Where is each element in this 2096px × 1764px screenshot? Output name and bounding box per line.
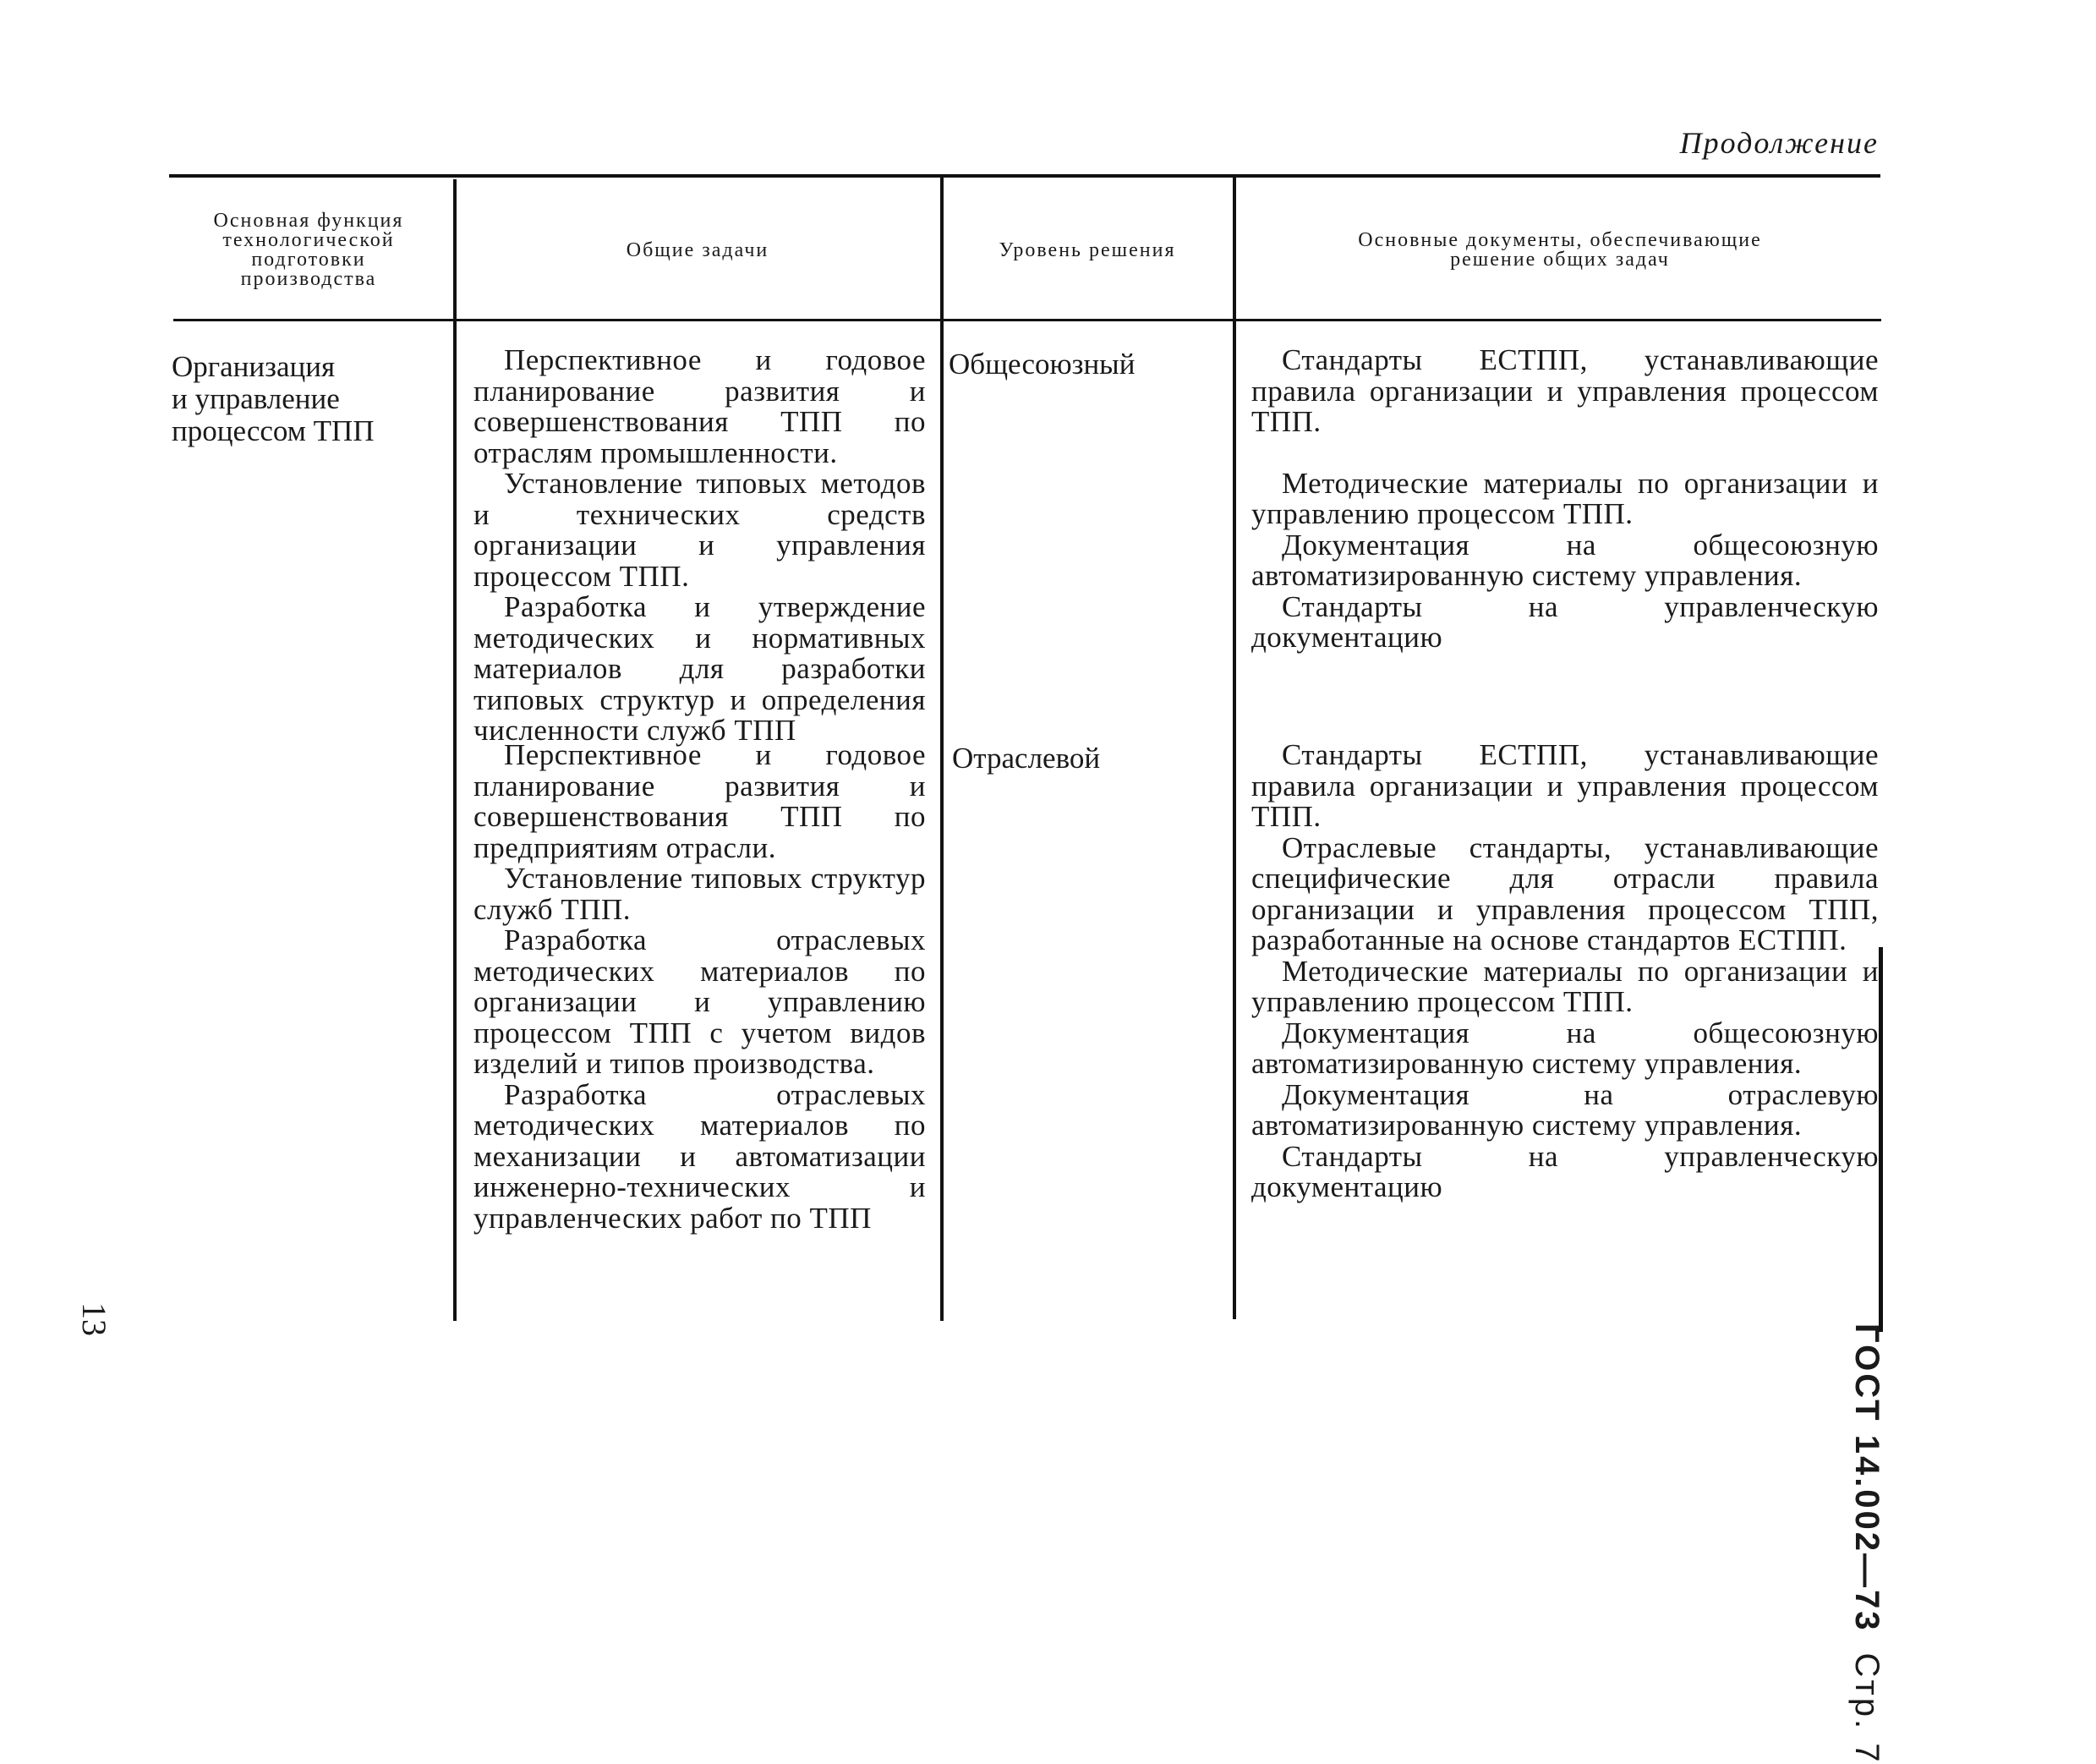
document-item: Стандарты ЕСТПП, устанавливающие правила организации и управления процессом ТПП.: [1251, 738, 1879, 833]
documents-cell-all-union: [1251, 345, 1879, 654]
table-top-rule: [169, 174, 1880, 178]
task-item: Установление типовых структур служб ТПП.: [473, 862, 926, 926]
column-divider-2: [940, 178, 944, 1321]
task-item: Разработка и утверждение методических и нормативных материалов для разработки типовых структур и определения численности служб ТПП: [473, 590, 926, 747]
document-item: Стандарты на управленческую документацию: [1251, 589, 1879, 654]
level-cell-branch: Отраслевой: [952, 742, 1101, 775]
document-item: Стандарты ЕСТПП, устанавливающие правила организации и управления процессом ТПП.: [1251, 343, 1879, 438]
column-header-tasks: Общие задачи: [626, 238, 769, 261]
standard-number: ГОСТ 14.002—73: [1848, 1323, 1885, 1633]
side-label-bar: [1879, 947, 1883, 1332]
document-item: Документация на общесоюзную автоматизированную систему управления.: [1251, 528, 1879, 592]
task-item: Перспективное и годовое планирование развития и совершенствования ТПП по отраслям промышленности.: [473, 343, 926, 469]
function-cell: Организация и управление процессом ТПП: [172, 350, 375, 447]
column-header-level: Уровень решения: [999, 238, 1176, 261]
tasks-cell-all-union: [473, 345, 926, 747]
document-item: Документация на отраслевую автоматизированную систему управления.: [1251, 1077, 1879, 1142]
document-item: Стандарты на управленческую документацию: [1251, 1139, 1879, 1203]
documents-cell-branch: [1251, 740, 1879, 1203]
level-cell-all-union: Общесоюзный: [949, 348, 1136, 381]
column-divider-3: [1233, 178, 1236, 1319]
document-item: Методические материалы по организации и управлению процессом ТПП.: [1251, 466, 1879, 530]
header-bottom-rule: [173, 319, 1881, 321]
tasks-cell-branch: [473, 740, 926, 1234]
task-item: Разработка отраслевых методических материалов по механизации и автоматизации инженерно-технических и управленческих работ по ТПП: [473, 1077, 926, 1235]
document-item: Документация на общесоюзную автоматизированную систему управления.: [1251, 1016, 1879, 1080]
page-number: 13: [75, 1302, 113, 1336]
column-header-documents: Основные документы, обеспечивающие решение общих задач: [1358, 229, 1762, 271]
task-item: Разработка отраслевых методических материалов по организации и управлению процессом ТПП с учетом видов изделий и типов производства.: [473, 923, 926, 1080]
standard-page: Стр. 7: [1848, 1652, 1885, 1764]
task-item: Перспективное и годовое планирование развития и совершенствования ТПП по предприятиям отрасли.: [473, 738, 926, 864]
document-item: Методические материалы по организации и управлению процессом ТПП.: [1251, 954, 1879, 1018]
column-divider-1: [453, 179, 457, 1321]
document-item: Отраслевые стандарты, устанавливающие специфические для отрасли правила организации и управления процессом ТПП, разработанные на основе стандартов ЕСТПП.: [1251, 830, 1879, 956]
task-item: Установление типовых методов и технических средств организации и управления процессом ТПП.: [473, 467, 926, 593]
column-header-function: Основная функция технологической подготовки производства: [213, 210, 404, 290]
continuation-note: Продолжение: [1679, 126, 1879, 160]
side-standard-label: [1847, 1323, 1885, 1764]
